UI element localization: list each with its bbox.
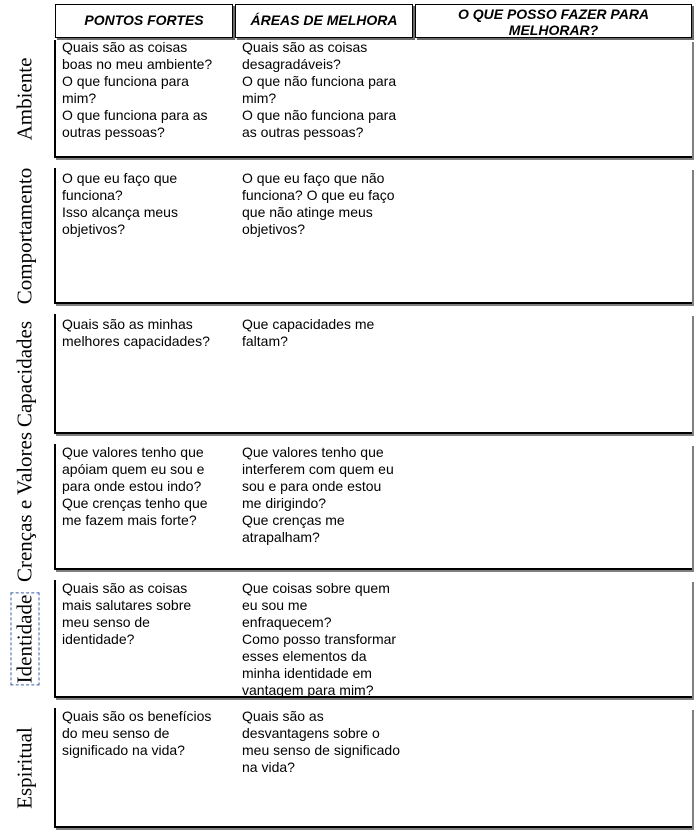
ambiente-actions[interactable] [422,40,690,150]
header-pontos-fortes-text: PONTOS FORTES [84,12,204,28]
crencas-valores-strengths: Que valores tenho que apóiam quem eu sou e para onde estou indo? Que crenças tenho que me fazem mais forte? [62,444,208,528]
header-o-que-posso-fazer-line2: MELHORAR? [508,22,599,38]
identidade-strengths: Quais são as coisas mais salutares sobre meu senso de identidade? [62,580,192,647]
row-label-crencas-valores-text: Crenças e Valores [12,431,37,583]
espiritual-strengths: Quais são os benefícios do meu senso de significado na vida? [62,708,212,758]
row-crencas-valores [54,444,692,570]
ambiente-improvements: Quais são as coisas desagradáveis? O que não funciona para mim? O que não funciona para as outras pessoas? [242,39,397,140]
comportamento-actions[interactable] [422,168,690,296]
comportamento-strengths: O que eu faço que funciona? Isso alcança meus objetivos? [62,170,178,237]
row-label-crencas-valores [0,431,50,583]
row-label-capacidades [0,314,50,434]
row-label-espiritual [0,708,50,828]
crencas-valores-actions[interactable] [422,444,690,562]
row-ambiente [54,40,692,158]
row-label-ambiente-text: Ambiente [12,57,37,141]
row-comportamento [54,168,692,304]
row-capacidades [54,314,692,434]
capacidades-actions[interactable] [422,314,690,426]
crencas-valores-improvements: Que valores tenho que interferem com quem eu sou e para onde estou me dirigindo? Que crenças me atrapalham? [242,444,394,545]
row-label-comportamento-text: Comportamento [12,167,37,305]
capacidades-strengths: Quais são as minhas melhores capacidades? [62,316,210,349]
identidade-improvements: Que coisas sobre quem eu sou me enfraquecem? Como posso transformar esses elementos da minha identidade em vantagem para mim? [242,580,397,698]
ambiente-strengths: Quais são as coisas boas no meu ambiente? O que funciona para mim? O que funciona para as outras pessoas? [62,39,213,140]
row-label-comportamento [0,168,50,304]
row-label-ambiente [0,40,50,158]
row-label-identidade-text[interactable]: Identidade [12,594,37,684]
capacidades-improvements: Que capacidades me faltam? [242,316,375,349]
header-pontos-fortes [55,4,233,38]
row-label-espiritual-text: Espiritual [12,727,37,809]
header-o-que-posso-fazer [415,4,692,38]
row-identidade [54,580,692,698]
header-o-que-posso-fazer-line1: O QUE POSSO FAZER PARA [457,6,650,22]
espiritual-improvements: Quais são as desvantagens sobre o meu senso de significado na vida? [242,708,400,775]
header-areas-de-melhora-text: ÁREAS DE MELHORA [250,12,398,28]
row-espiritual [54,708,692,828]
identidade-actions[interactable] [422,580,690,690]
comportamento-improvements: O que eu faço que não funciona? O que eu faço que não atinge meus objetivos? [242,170,395,237]
header-areas-de-melhora [235,4,413,38]
row-label-identidade [0,580,50,698]
row-label-capacidades-text: Capacidades [12,320,37,428]
espiritual-actions[interactable] [422,708,690,820]
